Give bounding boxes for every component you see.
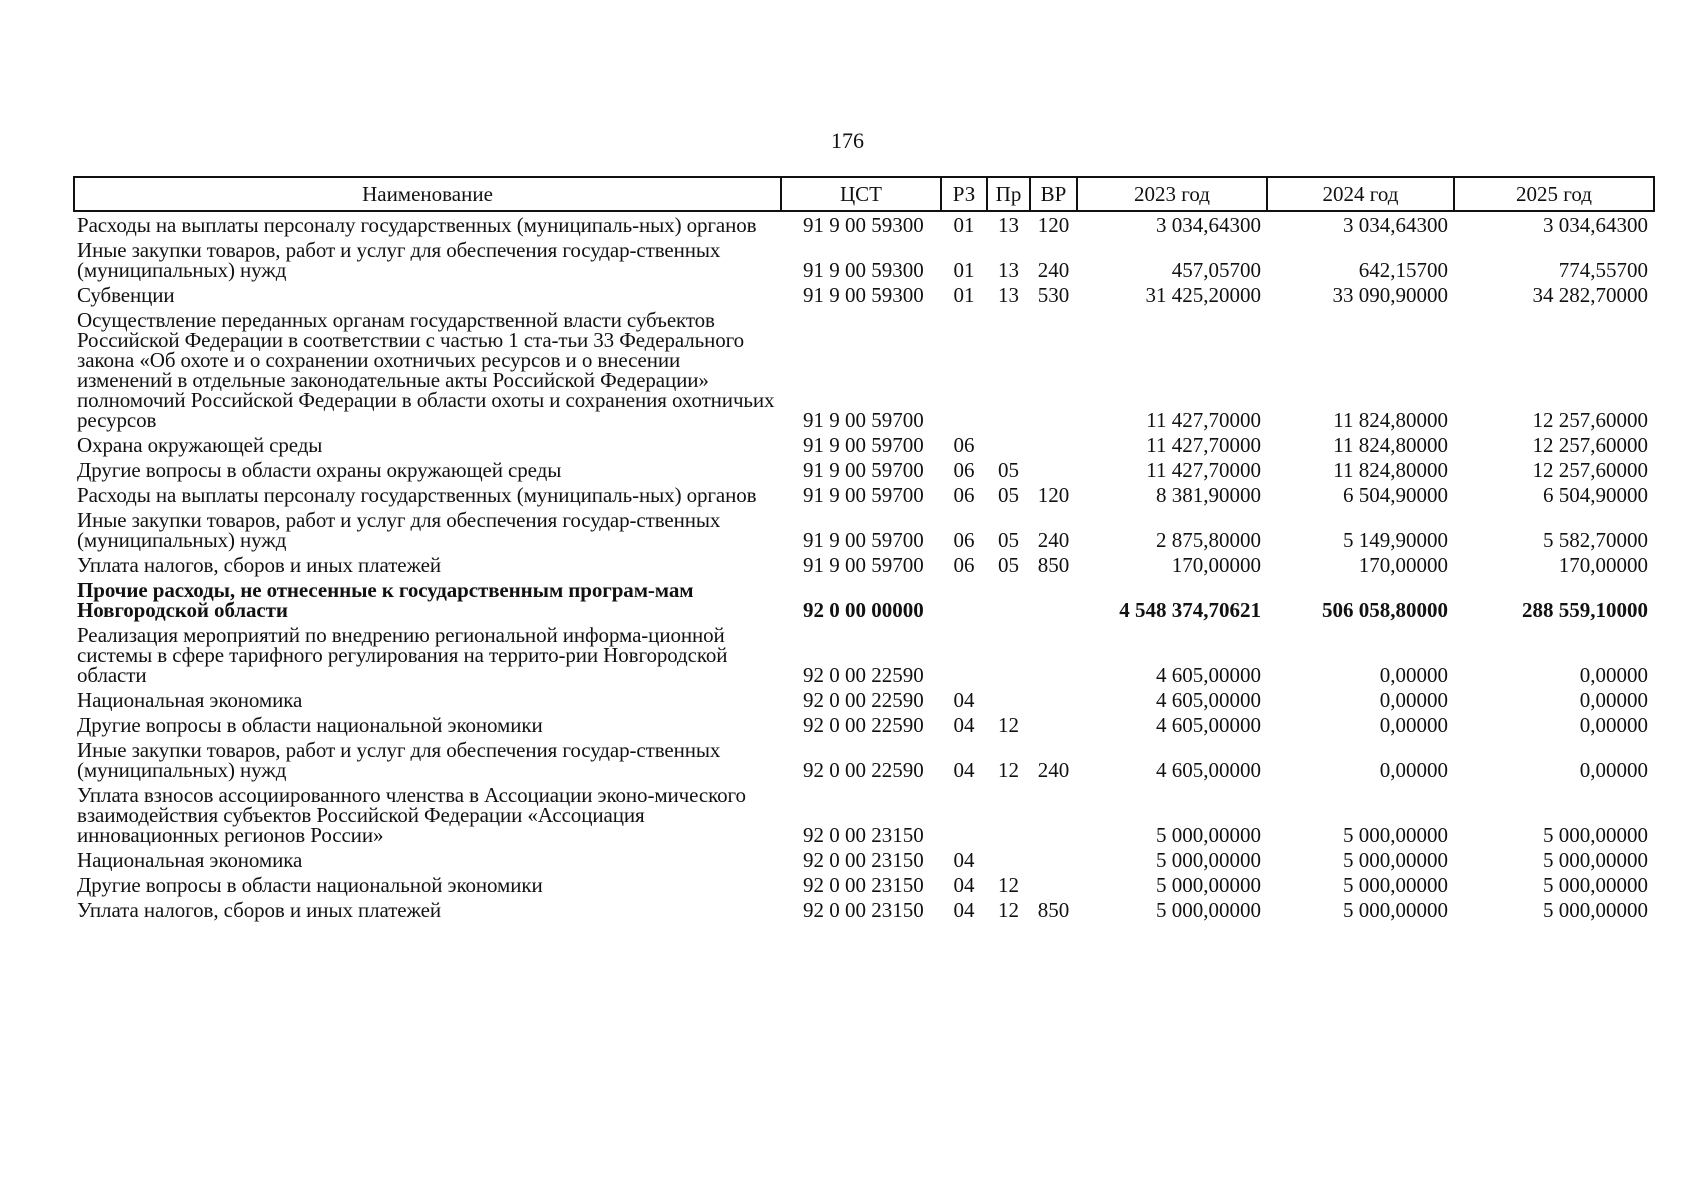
- cell-2023: 11 427,70000: [1146, 408, 1261, 432]
- cell-2023: 457,05700: [1171, 258, 1261, 282]
- cell-2025: 12 257,60000: [1532, 408, 1648, 432]
- cell-2025: 288 559,10000: [1522, 598, 1648, 622]
- cell-rz: 06: [953, 458, 975, 482]
- cell-2023: 11 427,70000: [1146, 458, 1261, 482]
- cell-2025: 774,55700: [1558, 258, 1648, 282]
- cell-pr: [987, 847, 1030, 872]
- table-row: [74, 872, 1654, 897]
- cell-rz: 04: [953, 873, 975, 897]
- cell-2024: 170,00000: [1358, 553, 1448, 577]
- table-row: [74, 552, 1654, 577]
- budget-table: [73, 176, 1655, 922]
- cell-2024: 5 000,00000: [1343, 848, 1448, 872]
- cell-pr: 05: [998, 553, 1019, 577]
- cell-2023: 8 381,90000: [1156, 483, 1261, 507]
- table-row: [74, 507, 1654, 552]
- cell-2024: 3 034,64300: [1343, 213, 1448, 237]
- cell-2025: 3 034,64300: [1543, 213, 1648, 237]
- cell-2024: 6 504,90000: [1343, 483, 1448, 507]
- cell-pr: [987, 307, 1030, 432]
- table-row: [74, 211, 1654, 237]
- cell-2025: 5 000,00000: [1543, 848, 1648, 872]
- table-row: [74, 457, 1654, 482]
- table-row: [74, 847, 1654, 872]
- cell-2025: 5 000,00000: [1543, 873, 1648, 897]
- cell-vr: [1030, 622, 1077, 687]
- table-row: [74, 622, 1654, 687]
- table-row: [74, 737, 1654, 782]
- header-name: Наименование: [74, 177, 781, 211]
- cell-vr: [1030, 457, 1077, 482]
- header-row: [74, 177, 1654, 211]
- cell-cst: 91 9 00 59300: [803, 258, 924, 282]
- cell-name: Субвенции: [77, 283, 175, 307]
- cell-2023: 4 605,00000: [1156, 758, 1261, 782]
- cell-rz: [941, 577, 987, 622]
- cell-vr: [1030, 782, 1077, 847]
- table-row: [74, 282, 1654, 307]
- cell-cst: 92 0 00 00000: [803, 598, 924, 622]
- cell-pr: [987, 622, 1030, 687]
- cell-pr: 05: [998, 483, 1019, 507]
- cell-name: Другие вопросы в области национальной экономики: [77, 713, 543, 737]
- table-row: [74, 897, 1654, 922]
- cell-rz: [941, 307, 987, 432]
- cell-cst: 91 9 00 59700: [803, 408, 924, 432]
- header-2023: 2023 год: [1077, 177, 1267, 211]
- cell-vr: 240: [1037, 758, 1070, 782]
- cell-2024: 642,15700: [1358, 258, 1448, 282]
- cell-2024: 0,00000: [1379, 663, 1448, 687]
- cell-vr: [1030, 687, 1077, 712]
- cell-2023: 170,00000: [1171, 553, 1261, 577]
- cell-2023: 3 034,64300: [1156, 213, 1261, 237]
- cell-2025: 0,00000: [1579, 663, 1648, 687]
- cell-name: Реализация мероприятий по внедрению региональной информа-ционной системы в сфере тарифного регулирования на террито-рии Новгородской области: [77, 623, 728, 687]
- cell-2024: 11 824,80000: [1333, 408, 1448, 432]
- cell-pr: 12: [998, 898, 1019, 922]
- cell-pr: [987, 782, 1030, 847]
- cell-name: Прочие расходы, не отнесенные к государственным програм-мам Новгородской области: [77, 578, 694, 622]
- cell-cst: 92 0 00 23150: [803, 873, 924, 897]
- cell-vr: [1030, 872, 1077, 897]
- header-vr: ВР: [1030, 177, 1077, 211]
- table-row: [74, 482, 1654, 507]
- cell-rz: [941, 622, 987, 687]
- cell-pr: 13: [998, 283, 1019, 307]
- cell-cst: 92 0 00 23150: [803, 848, 924, 872]
- table-row: [74, 782, 1654, 847]
- cell-name: Иные закупки товаров, работ и услуг для обеспечения государ-ственных (муниципальных) нужд: [77, 238, 721, 282]
- cell-vr: [1030, 577, 1077, 622]
- cell-name: Расходы на выплаты персоналу государственных (муниципаль-ных) органов: [77, 213, 757, 237]
- cell-name: Другие вопросы в области национальной экономики: [77, 873, 543, 897]
- cell-vr: 240: [1037, 258, 1070, 282]
- table-row: [74, 237, 1654, 282]
- cell-name: Национальная экономика: [77, 688, 303, 712]
- cell-2025: 5 000,00000: [1543, 823, 1648, 847]
- table-row: [74, 687, 1654, 712]
- cell-2023: 31 425,20000: [1145, 283, 1261, 307]
- cell-2023: 4 605,00000: [1156, 663, 1261, 687]
- cell-rz: 04: [953, 713, 975, 737]
- cell-2025: 12 257,60000: [1532, 433, 1648, 457]
- cell-2025: 6 504,90000: [1543, 483, 1648, 507]
- cell-rz: 06: [953, 483, 975, 507]
- table-row: [74, 577, 1654, 622]
- table-header: [74, 177, 1654, 211]
- cell-2025: 5 000,00000: [1543, 898, 1648, 922]
- cell-2023: 4 548 374,70621: [1119, 598, 1261, 622]
- cell-pr: 13: [998, 213, 1019, 237]
- cell-2024: 0,00000: [1379, 713, 1448, 737]
- cell-2024: 506 058,80000: [1322, 598, 1448, 622]
- cell-pr: 12: [998, 758, 1019, 782]
- cell-vr: 850: [1037, 898, 1070, 922]
- page-number: 176: [831, 128, 864, 153]
- cell-vr: [1030, 432, 1077, 457]
- cell-vr: 850: [1037, 553, 1070, 577]
- cell-2023: 11 427,70000: [1146, 433, 1261, 457]
- cell-pr: 13: [998, 258, 1019, 282]
- header-2025: 2025 год: [1454, 177, 1654, 211]
- cell-rz: 01: [953, 258, 975, 282]
- cell-cst: 91 9 00 59700: [803, 458, 924, 482]
- cell-pr: [987, 577, 1030, 622]
- cell-2023: 5 000,00000: [1156, 848, 1261, 872]
- cell-2025: 12 257,60000: [1532, 458, 1648, 482]
- cell-cst: 91 9 00 59700: [803, 553, 924, 577]
- cell-rz: [941, 782, 987, 847]
- cell-2024: 11 824,80000: [1333, 433, 1448, 457]
- header-rz: РЗ: [941, 177, 987, 211]
- cell-rz: 04: [953, 848, 975, 872]
- cell-cst: 92 0 00 22590: [803, 713, 924, 737]
- cell-cst: 91 9 00 59700: [803, 528, 924, 552]
- cell-cst: 92 0 00 23150: [803, 898, 924, 922]
- cell-rz: 01: [953, 213, 975, 237]
- cell-vr: 530: [1037, 283, 1070, 307]
- cell-vr: [1030, 307, 1077, 432]
- cell-name: Уплата налогов, сборов и иных платежей: [77, 898, 441, 922]
- cell-name: Иные закупки товаров, работ и услуг для обеспечения государ-ственных (муниципальных) нужд: [77, 508, 721, 552]
- cell-rz: 04: [953, 688, 975, 712]
- table-row: [74, 307, 1654, 432]
- cell-rz: 06: [953, 528, 975, 552]
- cell-2023: 4 605,00000: [1156, 713, 1261, 737]
- cell-name: Иные закупки товаров, работ и услуг для обеспечения государ-ственных (муниципальных) нужд: [77, 738, 721, 782]
- cell-cst: 91 9 00 59300: [803, 213, 924, 237]
- cell-rz: 06: [953, 433, 975, 457]
- cell-2023: 2 875,80000: [1156, 528, 1261, 552]
- cell-name: Осуществление переданных органам государственной власти субъектов Российской Федерации в соответствии с частью 1 ста-тьи 33 Федерального закона «Об охоте и о сохранении охотничьих ресурсов и о внесении изменений в отдельные законодательные акты Российской Федерации» полномочий Российской Федерации в области охоты и сохранения охотничьих ресурсов: [77, 308, 775, 432]
- cell-cst: 91 9 00 59300: [803, 283, 924, 307]
- cell-name: Охрана окружающей среды: [77, 433, 323, 457]
- header-pr: Пр: [987, 177, 1030, 211]
- cell-cst: 91 9 00 59700: [803, 433, 924, 457]
- cell-2024: 5 000,00000: [1343, 898, 1448, 922]
- cell-2024: 5 000,00000: [1343, 823, 1448, 847]
- cell-2024: 5 000,00000: [1343, 873, 1448, 897]
- cell-pr: 05: [998, 528, 1019, 552]
- cell-2024: 0,00000: [1379, 688, 1448, 712]
- cell-2024: 5 149,90000: [1343, 528, 1448, 552]
- cell-pr: 12: [998, 713, 1019, 737]
- cell-name: Национальная экономика: [77, 848, 303, 872]
- cell-name: Уплата налогов, сборов и иных платежей: [77, 553, 441, 577]
- cell-rz: 04: [953, 898, 975, 922]
- header-cst: ЦСТ: [781, 177, 941, 211]
- cell-2025: 34 282,70000: [1532, 283, 1648, 307]
- cell-2023: 4 605,00000: [1156, 688, 1261, 712]
- table-row: [74, 432, 1654, 457]
- table-body: [74, 211, 1654, 922]
- cell-2025: 0,00000: [1579, 758, 1648, 782]
- cell-name: Другие вопросы в области охраны окружающей среды: [77, 458, 562, 482]
- cell-name: Уплата взносов ассоциированного членства в Ассоциации эконо-мического взаимодействия субъектов Российской Федерации «Ассоциация инновационных регионов России»: [77, 783, 746, 847]
- cell-vr: 120: [1037, 213, 1070, 237]
- cell-cst: 91 9 00 59700: [803, 483, 924, 507]
- cell-vr: [1030, 847, 1077, 872]
- cell-cst: 92 0 00 23150: [803, 823, 924, 847]
- cell-2025: 0,00000: [1579, 713, 1648, 737]
- cell-2023: 5 000,00000: [1156, 823, 1261, 847]
- cell-rz: 04: [953, 758, 975, 782]
- cell-cst: 92 0 00 22590: [803, 688, 924, 712]
- cell-cst: 92 0 00 22590: [803, 663, 924, 687]
- cell-rz: 01: [953, 283, 975, 307]
- cell-rz: 06: [953, 553, 975, 577]
- cell-2024: 0,00000: [1379, 758, 1448, 782]
- table-row: [74, 712, 1654, 737]
- cell-vr: 240: [1037, 528, 1070, 552]
- cell-2025: 5 582,70000: [1543, 528, 1648, 552]
- cell-pr: 12: [998, 873, 1019, 897]
- cell-pr: 05: [998, 458, 1019, 482]
- cell-vr: [1030, 712, 1077, 737]
- cell-name: Расходы на выплаты персоналу государственных (муниципаль-ных) органов: [77, 483, 757, 507]
- cell-cst: 92 0 00 22590: [803, 758, 924, 782]
- cell-2023: 5 000,00000: [1156, 873, 1261, 897]
- cell-2025: 0,00000: [1579, 688, 1648, 712]
- cell-2024: 11 824,80000: [1333, 458, 1448, 482]
- cell-pr: [987, 432, 1030, 457]
- cell-pr: [987, 687, 1030, 712]
- cell-2024: 33 090,90000: [1332, 283, 1448, 307]
- cell-vr: 120: [1037, 483, 1070, 507]
- cell-2025: 170,00000: [1558, 553, 1648, 577]
- header-2024: 2024 год: [1267, 177, 1454, 211]
- cell-2023: 5 000,00000: [1156, 898, 1261, 922]
